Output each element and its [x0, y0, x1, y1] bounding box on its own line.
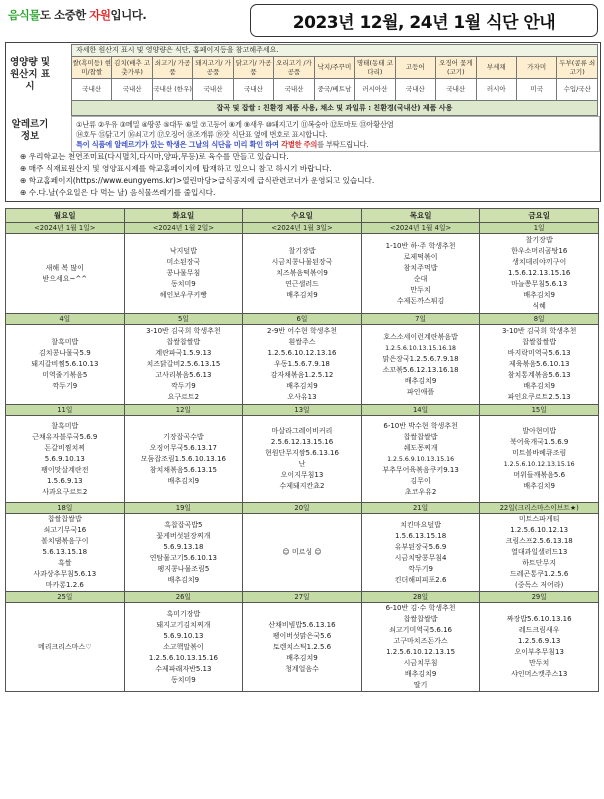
- origin-item: 두부(콩류 쇠고기): [557, 57, 598, 79]
- menu-item: 5.6.13.15.18: [42, 548, 88, 556]
- date-label: 19일: [124, 503, 243, 514]
- menu-item: 1.2.5.6.9.13: [518, 637, 561, 645]
- date-label: 8일: [480, 314, 599, 325]
- menu-item: 동치미9: [171, 675, 196, 684]
- date-label: 27일: [243, 592, 362, 603]
- origin-country: 국내산: [233, 79, 273, 101]
- slogan-part-food: 음식물: [8, 8, 40, 22]
- menu-item: 배추김치9: [523, 482, 555, 490]
- menu-item: 2.5.6.12.13.15.16: [270, 438, 334, 446]
- menu-item: 요구르트2: [167, 393, 200, 401]
- date-label: 14일: [361, 405, 480, 416]
- origin-item: 가자미: [516, 57, 556, 79]
- notices: [20, 151, 595, 199]
- menu-item: 치즈볶음떡볶이9: [276, 269, 328, 277]
- date-label: 26일: [124, 592, 243, 603]
- menu-cell: [361, 514, 480, 592]
- menu-item: 크림스프2.5.6.13.18: [505, 537, 573, 545]
- menu-item: 1.5.6.12.13.15.16: [508, 269, 571, 277]
- menu-item: 파인요쿠르트2.5.13: [507, 393, 571, 401]
- menu-item: 1.2.5.6.10.12.13.15.16: [503, 461, 575, 468]
- origin-country: 러시아산: [355, 79, 395, 101]
- origin-item: 김치(배추 고춧가루): [112, 57, 152, 79]
- origin-item: 오리고기 /가공품: [274, 57, 314, 79]
- menu-item: 찰기장밥: [288, 247, 316, 255]
- menu-item: 발아현미밥: [522, 427, 557, 435]
- menu-item: 배추김치9: [286, 653, 318, 662]
- menu-item: 부추무어육볶음쿠키9.13: [382, 465, 459, 474]
- menu-item: (중독스 저어라): [515, 581, 564, 589]
- menu-item: 오징어무국5.6.13.17: [149, 443, 217, 452]
- menu-item: 깍두기9: [171, 382, 196, 390]
- menu-item: 5.6.9.13.18: [163, 542, 204, 551]
- menu-item: 마살라그레이비커리: [271, 427, 333, 435]
- menu-item: 찰기장밥: [525, 236, 553, 244]
- date-label: 12일: [124, 405, 243, 416]
- menu-item: 한우소머리곰탕16: [511, 247, 568, 255]
- menu-item: 순대: [413, 274, 428, 283]
- menu-item: 열대과일샐러드13: [511, 548, 568, 556]
- menu-item: 동치미9: [171, 280, 196, 288]
- menu-item: 난: [298, 460, 306, 468]
- menu-item: 팽지콩나물조림5: [157, 564, 210, 573]
- menu-cell: [6, 234, 125, 314]
- allergy-warning-emphasis: 각별한 주의: [281, 140, 318, 149]
- allergy-warning-end: 를 부탁드립니다.: [317, 140, 369, 149]
- menu-item: 팽이버섯맑은국5.6: [272, 631, 332, 640]
- date-label: 6일: [243, 314, 362, 325]
- menu-item: 샤인머스캣주스13: [511, 670, 568, 678]
- allergy-warning-text: 특이 식품에 알레르기가 있는 학생은 그날의 식단을 미리 확인 하여: [76, 140, 282, 149]
- menu-cell: [243, 603, 362, 692]
- menu-cell: [361, 416, 480, 503]
- origin-item: 닭고기/ 가공품: [233, 57, 273, 79]
- weekday-header: 수요일: [243, 209, 362, 223]
- menu-item: 배추김치9: [286, 291, 318, 299]
- date-label: 4일: [6, 314, 125, 325]
- menu-item: 1.5.6.13.15.18: [394, 531, 447, 540]
- date-label: 29일: [480, 592, 599, 603]
- origin-country: 국내산: [72, 79, 112, 101]
- menu-item: 1.5.6.9.13: [46, 476, 83, 485]
- menu-item: 킨더해피피포2.6: [394, 575, 447, 584]
- allergy-label: 알레르기 정보: [11, 119, 49, 142]
- menu-item: 배추김치9: [404, 670, 437, 678]
- menu-cell: [361, 603, 480, 692]
- menu-item: 헤인보우쿠키빵: [159, 291, 208, 299]
- menu-item: 레드크림새우: [518, 626, 560, 634]
- origin-country: 미국: [516, 79, 556, 101]
- notice-homepage-upload: ⊕ 매주 식재료원산지 및 영양표시제를 학교홈페이지에 탑재하고 있으니 참고 하시기 바랍니다.: [20, 164, 332, 173]
- menu-item: 볼치댐볶음구이: [41, 537, 89, 545]
- menu-cell: [124, 234, 243, 314]
- date-label: <2024년 1월 2일>: [124, 223, 243, 234]
- slogan-part-resource: 자원: [89, 8, 111, 22]
- menu-item: 감자채볶음1.2.5.12: [270, 371, 334, 379]
- menu-item: 연탐물고기5.6.10.13: [149, 553, 217, 562]
- weekday-header: 목요일: [361, 209, 480, 223]
- menu-item: 맑은장국1.2.5.6.7.9.18: [382, 354, 459, 363]
- origin-country: 국내산: [274, 79, 314, 101]
- menu-item: 수제돈까스튀김: [396, 296, 445, 305]
- menu-item: 오이부추무침13: [514, 648, 564, 656]
- menu-item: 수제돼지칸쵸2: [279, 482, 325, 490]
- menu-item: 배추김치9: [523, 382, 555, 390]
- origin-country: 수입/국산: [557, 79, 598, 101]
- menu-item: 딸기: [413, 681, 428, 689]
- menu-item: 시금치땅콩무침4: [394, 553, 447, 562]
- menu-item: 흑찹잡곡밥5: [164, 520, 203, 529]
- origin-item: 낙지/주꾸미: [314, 57, 354, 79]
- menu-item: 1.2.5.6.10.13.15.16.18: [385, 344, 456, 352]
- origin-item: 쇠고기/ 가공품: [152, 57, 192, 79]
- menu-item: 5.6.9.10.13: [163, 631, 204, 640]
- allergy-list-2: ⑭호두 ⑮닭고기 ⑯쇠고기 ⑰오징어 ⑱조개류 ⑲잣 식단표 옆에 번호로 표시합니다.: [76, 130, 328, 139]
- menu-item: 2-9반 어수현 학생추천: [266, 327, 337, 335]
- menu-item: 계란파국1.5.9.13: [155, 349, 212, 357]
- menu-item: 배추김치9: [167, 575, 200, 584]
- menu-cell: [6, 416, 125, 503]
- origin-item: 명태(동태 코다리): [355, 57, 395, 79]
- weekday-header: 화요일: [124, 209, 243, 223]
- menu-cell: [6, 603, 125, 692]
- allergy-warning: [76, 140, 369, 150]
- menu-item: 1.2.5.6.10.12.13.16: [267, 349, 337, 357]
- menu-item: 사과요구르트2: [42, 487, 88, 496]
- origin-note: 자세한 원산지 표시 및 영양량은 식단, 홈페이지등을 참고해주세요.: [72, 45, 598, 57]
- menu-item: 마늘쫑무침5.6.13: [511, 280, 568, 288]
- menu-item: 흰쌀주스: [288, 338, 316, 346]
- menu-item: 6-10반 박수현 학생추천: [383, 421, 458, 430]
- origin-label: 영양량 및 원산지 표시: [10, 57, 51, 92]
- origin-table: [71, 44, 598, 116]
- menu-item: 현원단무지쌈5.6.13.16: [264, 449, 339, 457]
- menu-item: 찰흑미밥: [51, 338, 79, 346]
- menu-item: 오이지무침13: [280, 471, 324, 479]
- notice-homepage-link: ⊕ 학교홈페이지(https://www.eungyems.kr)>열린마당>급식공지에 급식관련코너가 운영되고 있습니다.: [20, 176, 375, 185]
- menu-item: 배추김치9: [523, 291, 555, 299]
- menu-item: 참치채볶음5.6.13.15: [149, 465, 217, 474]
- origin-country: 국내산 (한우): [152, 79, 192, 101]
- origin-country: 러시아: [476, 79, 516, 101]
- menu-item: 찹쌀찹쌀밥: [522, 338, 557, 346]
- menu-item: 치킨마요덮밥: [400, 520, 441, 529]
- menu-item: 제육볶음5.6.10.13: [508, 360, 570, 368]
- menu-item: 기장잡곡수밥: [163, 432, 204, 441]
- menu-item: 팽이맛살계란전: [41, 465, 89, 474]
- allergy-info: [71, 116, 600, 152]
- date-label: <2024년 1월 4일>: [361, 223, 480, 234]
- menu-cell: [124, 514, 243, 592]
- menu-item: 쇠고기무국16: [43, 526, 87, 534]
- menu-item: 콩나물무침: [166, 269, 201, 277]
- menu-item: 호스소세이런계란볶음밥: [383, 332, 458, 341]
- notice-broth: ⊕ 우리학교는 천연조미료(다시멸치,다시마,양파,무등)로 육수를 만들고 있습니다.: [20, 152, 289, 161]
- menu-item: 찹쌀찹쌀밥: [47, 515, 82, 523]
- menu-item: 1.2.5.6.9.10.13.15.16: [387, 455, 455, 463]
- date-label: 25일: [6, 592, 125, 603]
- menu-item: 고구마치즈돈가스: [393, 637, 448, 645]
- menu-item: 마카롱1.2.6: [45, 581, 84, 589]
- menu-item: 찹쌀찹쌀밥: [403, 615, 438, 623]
- menu-item: 돼지갈비찜5.6.10.13: [31, 360, 99, 368]
- menu-item: 파인애플: [407, 387, 435, 396]
- origin-country: 국내산: [193, 79, 233, 101]
- origin-item: 오징어 꽃게(고기): [436, 57, 476, 79]
- menu-item: 1.2.5.6.10.13.15.16: [148, 653, 218, 662]
- origin-country: 국내산: [395, 79, 435, 101]
- menu-item: 참치주먹밥: [403, 263, 438, 272]
- menu-item: 로제떡볶이: [403, 252, 438, 261]
- origin-country: 국내산: [436, 79, 476, 101]
- menu-item: 1.2.5.6.10.12.13.15: [386, 648, 456, 656]
- date-label: <2024년 1월 3일>: [243, 223, 362, 234]
- origin-country: 중국/베트남: [314, 79, 354, 101]
- menu-item: 6-10반 김·수 학생추천: [385, 604, 456, 612]
- menu-item: 미역줄기볶음5: [42, 371, 88, 379]
- menu-item: 깍두기9: [52, 382, 78, 390]
- menu-item: ☺ 미르싱 ☺: [282, 548, 322, 556]
- menu-cell: [361, 325, 480, 405]
- menu-cell: [480, 325, 599, 405]
- veg-note: 잡곡 및 잡쌀 : 친환경 제품 사용, 채소 및 과일류 : 친환경(국내산) 제품 사용: [72, 101, 598, 116]
- date-label: 21일: [361, 503, 480, 514]
- weekday-header: 금요일: [480, 209, 599, 223]
- menu-item: 북어육개국1.5.6.9: [510, 438, 569, 446]
- menu-item: 미트볼바베큐조림: [512, 449, 567, 457]
- menu-item: 쉐도몽찌개: [403, 443, 438, 452]
- menu-item: 흑쌀: [58, 559, 72, 567]
- date-label: 28일: [361, 592, 480, 603]
- menu-item: 찹쌀찹쌀밥: [166, 338, 201, 346]
- info-section: [5, 42, 601, 202]
- date-label: 7일: [361, 314, 480, 325]
- menu-item: 돼지고기김치찌개: [156, 620, 211, 629]
- menu-item: 토렌치스틱1.2.5.6: [272, 642, 332, 651]
- menu-cell: [480, 514, 599, 592]
- menu-item: 산채비빔밥5.6.13.16: [268, 620, 336, 629]
- menu-item: 배추김치9: [404, 376, 437, 385]
- date-label: 1일: [480, 223, 599, 234]
- menu-item: 깍두기9: [408, 564, 433, 573]
- menu-cell: [124, 416, 243, 503]
- menu-item: 근채유자블루국5.6.9: [32, 432, 98, 441]
- menu-item: 5.6.9.10.13: [44, 454, 85, 463]
- menu-item: 미트스파게티: [518, 515, 560, 523]
- menu-cell: [243, 416, 362, 503]
- menu-item: 짜장밥5.6.10.13.16: [506, 615, 572, 623]
- menu-item: 낙지덮밥: [169, 247, 197, 255]
- menu-item: 생치데리야끼구이: [512, 258, 567, 266]
- date-label: 18일: [6, 503, 125, 514]
- menu-item: 꽃게버섯된장찌개: [156, 531, 211, 540]
- menu-item: 오사유13: [287, 393, 317, 401]
- menu-item: 청계얼음수: [285, 664, 319, 673]
- menu-notice-page: [2, 2, 602, 795]
- date-label: 13일: [243, 405, 362, 416]
- menu-cell: [124, 603, 243, 692]
- menu-item: 김무이: [410, 476, 431, 485]
- menu-item: 수제파래자반5.13: [155, 664, 212, 673]
- menu-item: 찰흑미밥: [51, 421, 79, 430]
- menu-cell: [243, 234, 362, 314]
- menu-cell: [243, 514, 362, 592]
- menu-item: 미소된장국: [166, 258, 201, 266]
- menu-item: 새해 복 많이: [45, 263, 84, 272]
- menu-item: 시금치콩나물된장국: [271, 258, 333, 266]
- menu-cell: [480, 234, 599, 314]
- slogan-part-end: 입니다.: [110, 8, 147, 22]
- menu-cell: [6, 325, 125, 405]
- menu-item: 3-10반 김국희 학생추천: [146, 327, 221, 335]
- menu-item: 배추김치9: [167, 476, 200, 485]
- menu-item: 초코우유2: [404, 487, 437, 496]
- date-label: 5일: [124, 314, 243, 325]
- menu-cell: [361, 234, 480, 314]
- menu-item: 드레곤통쿠1.2.5.6: [510, 570, 569, 578]
- menu-item: 흑미기장밥: [166, 609, 201, 618]
- menu-cell: [6, 514, 125, 592]
- menu-item: 배추김치9: [286, 382, 318, 390]
- date-label: <2024년 1월 1일>: [6, 223, 125, 234]
- menu-item: 만두치: [529, 659, 550, 667]
- menu-item: 모둠잡조림1.5.6.10.13.16: [140, 454, 226, 463]
- menu-item: 유부된장국5.6.9: [394, 542, 447, 551]
- menu-calendar: [5, 208, 599, 692]
- menu-item: 찹쌀찹쌀밥: [403, 432, 438, 441]
- menu-item: 시금치무침: [403, 659, 438, 667]
- menu-cell: [243, 325, 362, 405]
- menu-item: 만두치: [410, 285, 431, 294]
- menu-item: 사과상추무침5.6.13: [33, 570, 97, 578]
- menu-item: 연근샐러드: [285, 280, 319, 288]
- menu-item: 3-10반 김국희 학생추천: [501, 327, 577, 335]
- allergy-list-1: ①난류 ②우유 ③메밀 ④땅콩 ⑤대두 ⑥밀 ⑦고등어 ⑧게 ⑨새우 ⑩돼지고기 ⑪복숭아 ⑫토마토 ⑬아황산염: [76, 120, 394, 129]
- header: [2, 2, 602, 40]
- date-label: 20일: [243, 503, 362, 514]
- menu-cell: [480, 603, 599, 692]
- origin-item: 고등어: [395, 57, 435, 79]
- page-title: 2023년 12월, 24년 1월 식단 안내: [250, 4, 598, 37]
- menu-item: 식혜: [532, 302, 546, 310]
- date-label: 15일: [480, 405, 599, 416]
- menu-item: 받으세요~^^: [42, 274, 88, 283]
- menu-item: 머위들깨볶음5.6: [513, 471, 566, 479]
- notice-wednesday: ⊕ 수.다.날(수요일은 다 먹는 날) 음식물쓰레기를 줄입시다.: [20, 188, 216, 197]
- menu-item: 돈갈비찜치찌: [44, 443, 86, 452]
- menu-item: 바지락미역국5.6.13: [507, 349, 571, 357]
- menu-item: 소꼬볶5.6.12.13.16.18: [382, 365, 459, 374]
- menu-item: 고사리볶음5.6.13: [155, 371, 212, 379]
- menu-item: 우동1.5.6.7.9.18: [274, 360, 330, 368]
- menu-item: 쇠고기미역국5.6.16: [389, 626, 452, 634]
- origin-item: 쌀(흑미등) 현미/찹쌀: [72, 57, 112, 79]
- menu-item: 하트단무지: [522, 559, 557, 567]
- menu-item: 1.2.5.6.10.12.13: [510, 526, 569, 534]
- menu-item: 치즈닭갈비2.5.6.13.15: [146, 360, 221, 368]
- slogan-part-precious: 도 소중한: [39, 8, 90, 22]
- origin-item: 부세채: [476, 57, 516, 79]
- menu-item: 김치콩나물국5.9: [38, 349, 91, 357]
- weekday-header: 월요일: [6, 209, 125, 223]
- menu-cell: [124, 325, 243, 405]
- menu-cell: [480, 416, 599, 503]
- origin-country: 국내산: [112, 79, 152, 101]
- origin-item: 돼지고기/ 가공품: [193, 57, 233, 79]
- menu-item: 1-10반 하·주 학생추천: [385, 241, 456, 250]
- menu-item: 메리크리스마스♡: [37, 642, 92, 651]
- food-waste-slogan: [8, 7, 146, 23]
- menu-item: 소고핵말볶이: [163, 642, 204, 651]
- menu-item: 참치통계볶음5.6.13: [507, 371, 571, 379]
- date-label: 22일(크리스마스이브트★): [480, 503, 599, 514]
- date-label: 11일: [6, 405, 125, 416]
